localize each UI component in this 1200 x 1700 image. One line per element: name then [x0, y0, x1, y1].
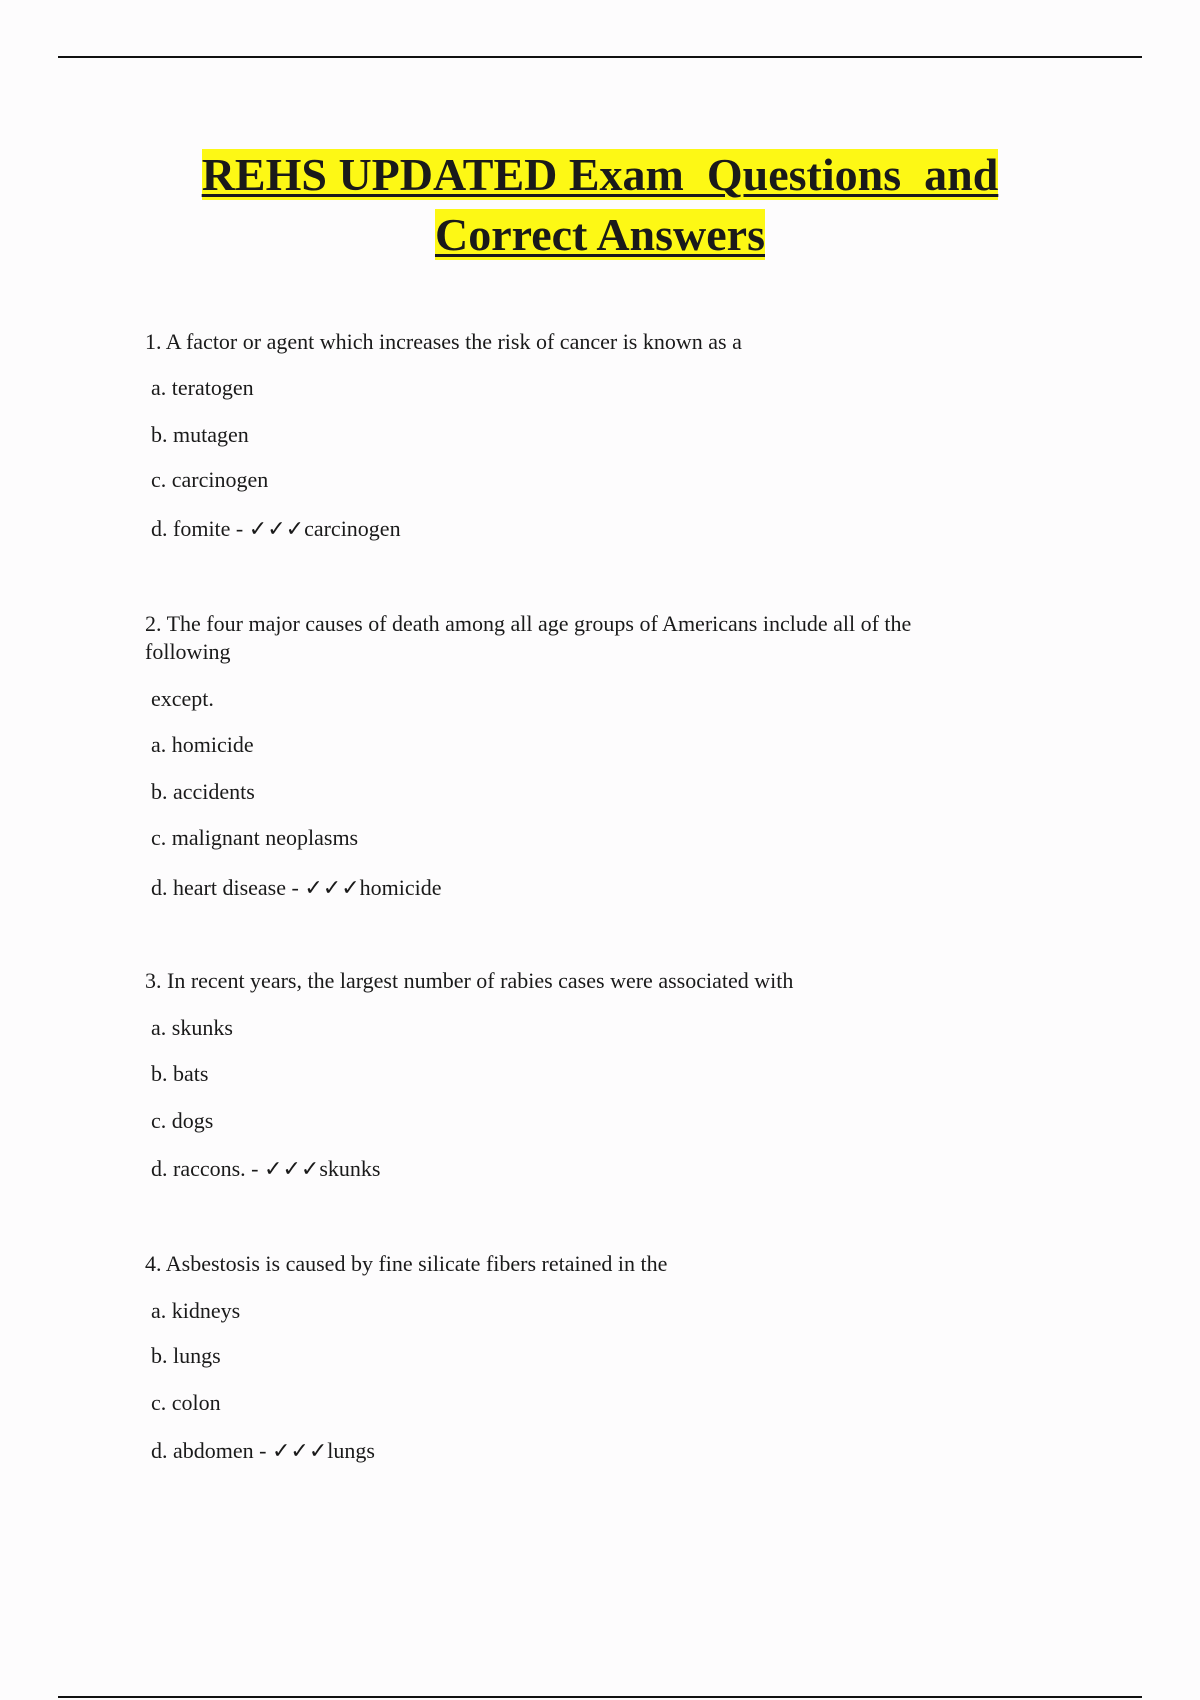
question-2-option-a: a. homicide — [151, 732, 254, 757]
option-d-text: d. abdomen - — [151, 1438, 272, 1463]
question-1-option-d — [151, 515, 401, 544]
question-4-option-d — [151, 1437, 375, 1466]
top-rule — [58, 56, 1142, 58]
question-2-answer: homicide — [359, 875, 442, 900]
question-3-option-a: a. skunks — [151, 1015, 233, 1040]
question-4-option-a: a. kidneys — [151, 1298, 241, 1323]
checkmark-icon: ✓✓✓ — [248, 517, 305, 542]
question-4-answer: lungs — [327, 1438, 375, 1463]
checkmark-icon: ✓✓✓ — [264, 1157, 320, 1182]
question-4-option-b: b. lungs — [151, 1343, 221, 1368]
question-3-option-c: c. dogs — [151, 1108, 214, 1133]
title-line-1: REHS UPDATED Exam Questions and — [201, 149, 999, 200]
question-4-prompt: 4. Asbestosis is caused by fine silicate fibers retained in the — [145, 1251, 668, 1276]
question-1-answer: carcinogen — [304, 516, 401, 541]
question-2-prompt-line-1: 2. The four major causes of death among all age groups of Americans include all of the — [145, 611, 912, 636]
question-1-option-b: b. mutagen — [151, 422, 249, 447]
option-d-text: d. heart disease - — [151, 875, 305, 900]
question-2-prompt-line-2: following — [145, 639, 231, 664]
question-2-option-c: c. malignant neoplasms — [151, 825, 359, 850]
question-1-prompt: 1. A factor or agent which increases the risk of cancer is known as a — [145, 329, 742, 354]
question-3-prompt: 3. In recent years, the largest number of rabies cases were associated with — [145, 968, 794, 993]
page-title — [0, 145, 1200, 265]
checkmark-icon: ✓✓✓ — [304, 876, 360, 901]
question-2-option-d — [151, 874, 442, 903]
question-3-answer: skunks — [319, 1156, 381, 1181]
option-d-text: d. fomite - — [151, 516, 249, 541]
question-1-option-c: c. carcinogen — [151, 467, 269, 492]
question-1-option-a: a. teratogen — [151, 375, 254, 400]
option-d-text: d. raccons. - — [151, 1156, 265, 1181]
question-2-prompt-line-3: except. — [151, 686, 214, 711]
question-4-option-c: c. colon — [151, 1390, 221, 1415]
checkmark-icon: ✓✓✓ — [271, 1439, 328, 1464]
question-3-option-b: b. bats — [151, 1061, 209, 1086]
bottom-rule — [58, 1696, 1142, 1698]
title-line-2: Correct Answers — [435, 209, 765, 260]
question-2-option-b: b. accidents — [151, 779, 255, 804]
question-3-option-d — [151, 1155, 380, 1184]
